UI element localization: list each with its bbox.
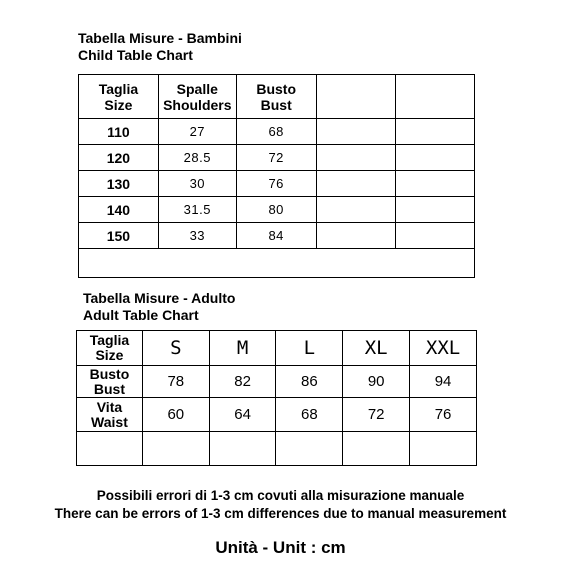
empty-row-cell xyxy=(79,249,475,278)
child-bust-cell: 84 xyxy=(236,223,316,249)
child-size-cell: 120 xyxy=(79,145,159,171)
child-bust-cell: 76 xyxy=(236,171,316,197)
table-row xyxy=(79,145,475,171)
empty-cell xyxy=(396,171,475,197)
note-en: There can be errors of 1-3 cm differences due to manual measurement xyxy=(54,506,507,521)
child-bust-cell: 72 xyxy=(236,145,316,171)
empty-cell xyxy=(77,432,143,466)
table-row xyxy=(79,223,475,249)
table-row-empty xyxy=(79,249,475,278)
child-header-row xyxy=(79,75,475,119)
empty-cell xyxy=(316,119,396,145)
empty-cell xyxy=(316,223,396,249)
adult-size-cell: S xyxy=(142,331,209,366)
child-title-en: Child Table Chart xyxy=(78,47,193,63)
table-row-empty xyxy=(77,432,477,466)
empty-cell xyxy=(316,197,396,223)
child-header-shoulders: Spalle Shoulders xyxy=(158,75,236,119)
adult-waist-cell: 60 xyxy=(142,398,209,432)
adult-size-cell: XXL xyxy=(410,331,477,366)
adult-waist-cell: 76 xyxy=(410,398,477,432)
empty-cell xyxy=(396,223,475,249)
adult-table-title xyxy=(83,290,235,324)
empty-cell xyxy=(396,197,475,223)
table-row xyxy=(79,119,475,145)
empty-cell xyxy=(276,432,343,466)
adult-bust-cell: 94 xyxy=(410,366,477,398)
child-header-empty xyxy=(396,75,475,119)
child-bust-cell: 80 xyxy=(236,197,316,223)
adult-size-label: Taglia Size xyxy=(77,331,143,366)
adult-waist-cell: 64 xyxy=(209,398,276,432)
adult-size-cell: L xyxy=(276,331,343,366)
empty-cell xyxy=(396,145,475,171)
table-row xyxy=(79,197,475,223)
measurement-note xyxy=(0,487,561,523)
adult-size-table xyxy=(76,330,477,466)
adult-bust-cell: 86 xyxy=(276,366,343,398)
child-header-size: Taglia Size xyxy=(79,75,159,119)
empty-cell xyxy=(396,119,475,145)
adult-waist-cell: 68 xyxy=(276,398,343,432)
child-shoulders-cell: 30 xyxy=(158,171,236,197)
adult-bust-cell: 90 xyxy=(343,366,410,398)
empty-cell xyxy=(316,171,396,197)
child-bust-cell: 68 xyxy=(236,119,316,145)
child-size-table xyxy=(78,74,475,278)
adult-size-row xyxy=(77,331,477,366)
child-shoulders-cell: 33 xyxy=(158,223,236,249)
child-size-cell: 140 xyxy=(79,197,159,223)
adult-waist-label: Vita Waist xyxy=(77,398,143,432)
empty-cell xyxy=(410,432,477,466)
empty-cell xyxy=(343,432,410,466)
adult-bust-row xyxy=(77,366,477,398)
child-size-cell: 130 xyxy=(79,171,159,197)
note-it: Possibili errori di 1-3 cm covuti alla misurazione manuale xyxy=(96,488,465,503)
adult-size-cell: XL xyxy=(343,331,410,366)
table-row xyxy=(79,171,475,197)
child-header-bust: Busto Bust xyxy=(236,75,316,119)
child-shoulders-cell: 31.5 xyxy=(158,197,236,223)
empty-cell xyxy=(316,145,396,171)
adult-bust-cell: 82 xyxy=(209,366,276,398)
adult-waist-row xyxy=(77,398,477,432)
adult-bust-label: Busto Bust xyxy=(77,366,143,398)
unit-label: Unità - Unit : cm xyxy=(215,538,346,557)
adult-waist-cell: 72 xyxy=(343,398,410,432)
adult-title-it: Tabella Misure - Adulto xyxy=(83,290,236,306)
child-shoulders-cell: 27 xyxy=(158,119,236,145)
empty-cell xyxy=(142,432,209,466)
adult-bust-cell: 78 xyxy=(142,366,209,398)
empty-cell xyxy=(209,432,276,466)
adult-title-en: Adult Table Chart xyxy=(83,307,199,323)
child-size-cell: 150 xyxy=(79,223,159,249)
child-size-cell: 110 xyxy=(79,119,159,145)
child-header-empty xyxy=(316,75,396,119)
child-title-it: Tabella Misure - Bambini xyxy=(78,30,242,46)
adult-size-cell: M xyxy=(209,331,276,366)
child-table-title xyxy=(78,30,242,64)
child-shoulders-cell: 28.5 xyxy=(158,145,236,171)
